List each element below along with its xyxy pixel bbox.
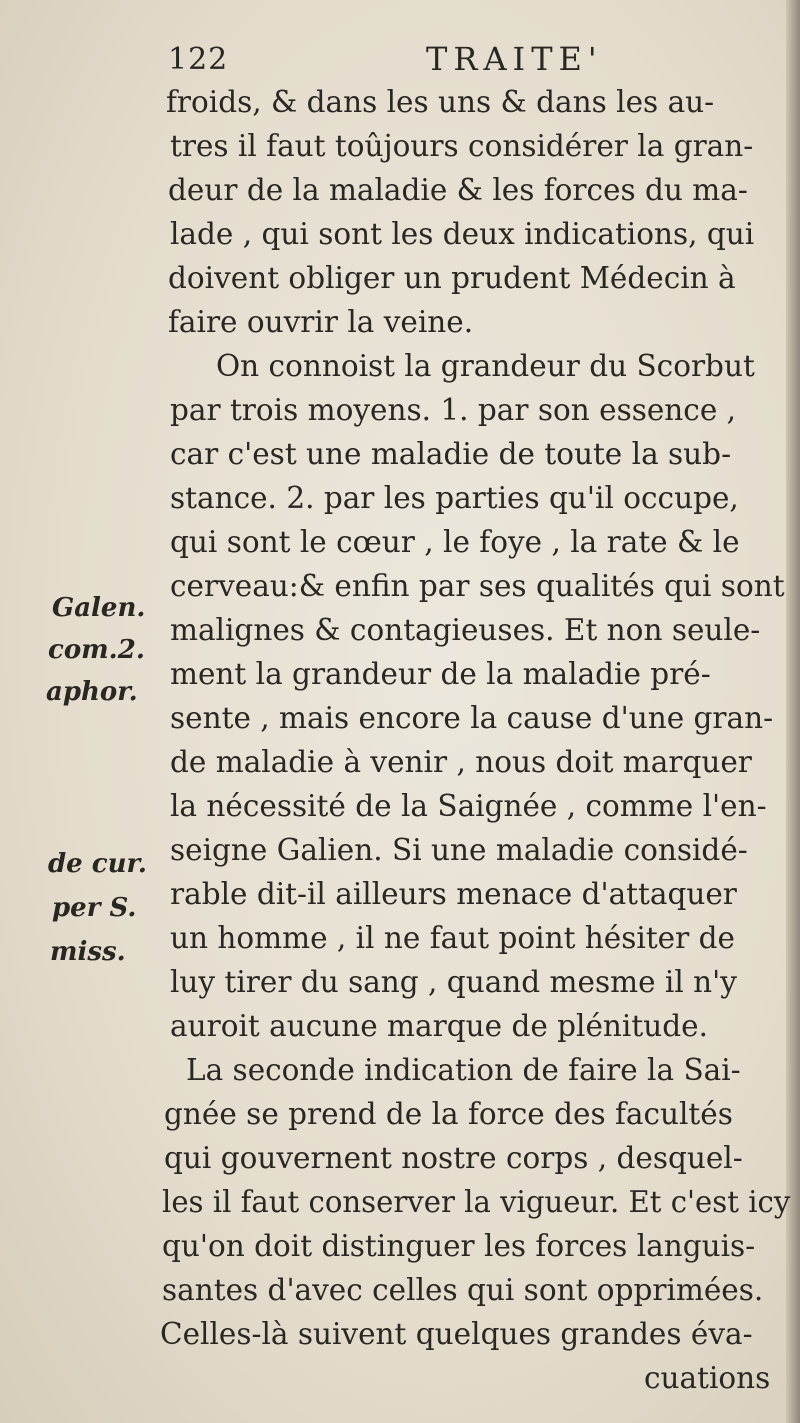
text-line: lade , qui sont les deux indications, qui <box>170 217 755 251</box>
text-line: un homme , il ne faut point hésiter de <box>170 921 735 955</box>
text-line: qui sont le cœur , le foye , la rate & le <box>170 525 740 559</box>
text-line: les il faut conserver la vigueur. Et c'est icy <box>162 1185 791 1219</box>
text-line: auroit aucune marque de plénitude. <box>170 1009 708 1043</box>
text-line: de maladie à venir , nous doit marquer <box>170 745 752 779</box>
text-line: par trois moyens. 1. par son essence , <box>170 393 737 427</box>
margin-note: miss. <box>50 937 126 967</box>
text-line: santes d'avec celles qui sont opprimées. <box>162 1273 764 1307</box>
margin-note: com.2. <box>48 635 145 665</box>
text-line: doivent obliger un prudent Médecin à <box>168 261 736 295</box>
margin-note: Galen. <box>52 593 146 623</box>
catchword: cuations <box>644 1361 771 1395</box>
margin-note: per S. <box>52 893 137 923</box>
margin-note: aphor. <box>46 677 138 707</box>
text-line: car c'est une maladie de toute la sub- <box>170 437 732 471</box>
text-line: la nécessité de la Saignée , comme l'en- <box>170 789 767 823</box>
text-line: Celles-là suivent quelques grandes éva- <box>160 1317 753 1351</box>
margin-note: de cur. <box>48 849 147 879</box>
text-line: malignes & contagieuses. Et non seule- <box>170 613 761 647</box>
text-line: qui gouvernent nostre corps , desquel- <box>164 1141 743 1175</box>
text-line: gnée se prend de la force des facultés <box>164 1097 733 1131</box>
text-line: stance. 2. par les parties qu'il occupe, <box>170 481 739 515</box>
page-number: 122 <box>168 42 229 77</box>
text-line: froids, & dans les uns & dans les au- <box>166 85 715 119</box>
text-line: tres il faut toûjours considérer la gran- <box>170 129 754 163</box>
text-line: rable dit-il ailleurs menace d'attaquer <box>170 877 737 911</box>
text-line: qu'on doit distinguer les forces languis- <box>162 1229 756 1263</box>
text-line: faire ouvrir la veine. <box>168 305 474 339</box>
text-line: On connoist la grandeur du Scorbut <box>216 349 755 383</box>
text-line: ment la grandeur de la maladie pré- <box>170 657 711 691</box>
text-line: luy tirer du sang , quand mesme il n'y <box>170 965 737 999</box>
running-title: TRAITE' <box>426 40 603 78</box>
text-line: seigne Galien. Si une maladie considé- <box>170 833 748 867</box>
text-line: La seconde indication de faire la Sai- <box>186 1053 741 1087</box>
text-line: deur de la maladie & les forces du ma- <box>168 173 748 207</box>
text-line: sente , mais encore la cause d'une gran- <box>170 701 774 735</box>
text-line: cerveau:& enfin par ses qualités qui sont <box>170 569 785 603</box>
